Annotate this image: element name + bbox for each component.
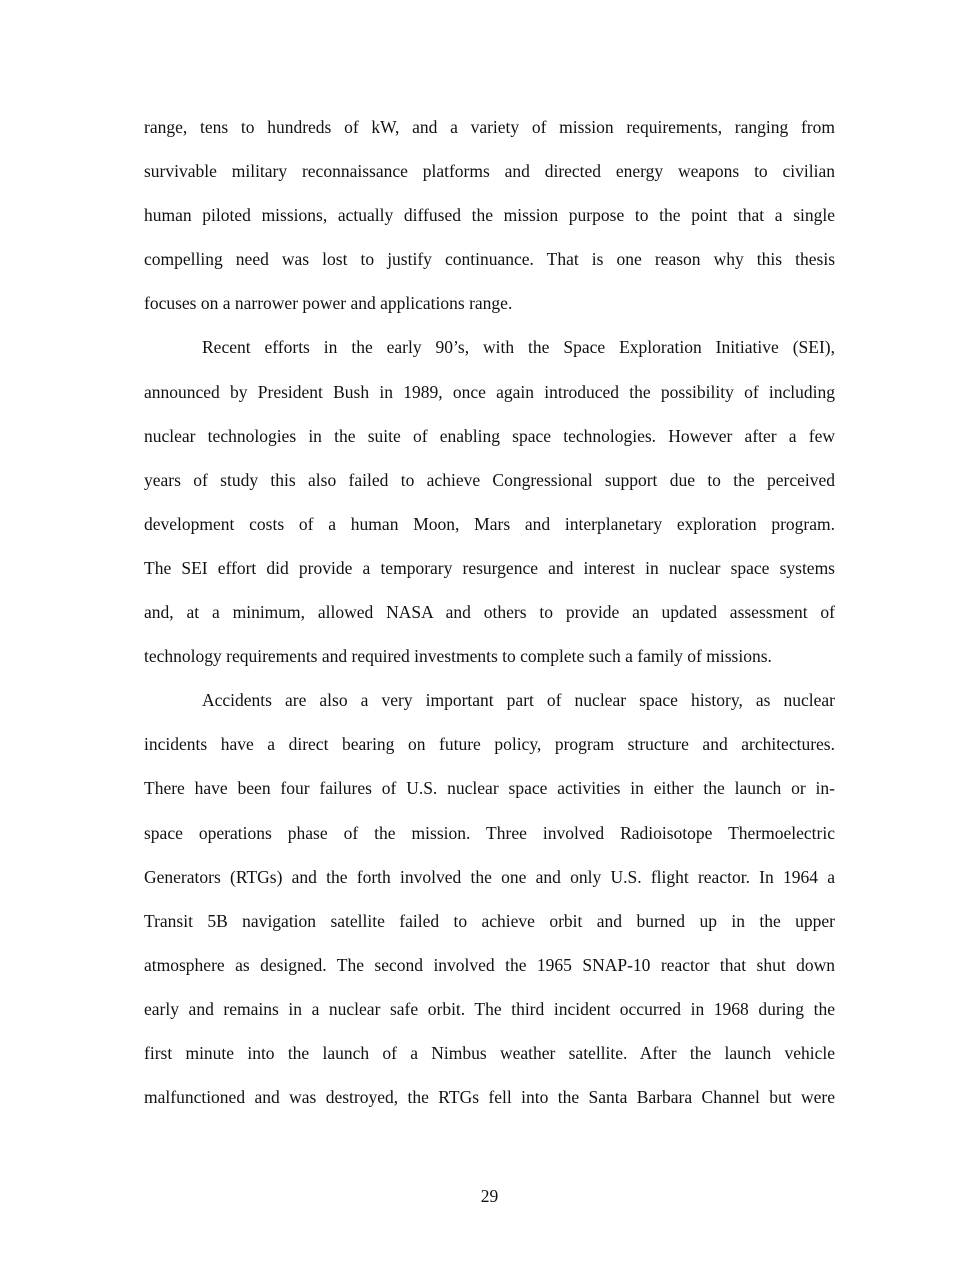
text-line: space operations phase of the mission. Three involved Radioisotope Thermoelectric: [144, 822, 835, 843]
text-line: focuses on a narrower power and applications range.: [144, 293, 513, 314]
text-line: malfunctioned and was destroyed, the RTGs fell into the Santa Barbara Channel but were: [144, 1087, 835, 1108]
text-line: human piloted missions, actually diffused the mission purpose to the point that a single: [144, 205, 835, 226]
text-line: technology requirements and required investments to complete such a family of missions.: [144, 646, 772, 667]
text-line: range, tens to hundreds of kW, and a variety of mission requirements, ranging from: [144, 117, 835, 137]
text-line: compelling need was lost to justify continuance. That is one reason why this thesis: [144, 249, 835, 270]
text-line: announced by President Bush in 1989, once again introduced the possibility of including: [144, 381, 835, 402]
text-line: Transit 5B navigation satellite failed to achieve orbit and burned up in the upper: [144, 910, 835, 931]
text-line: incidents have a direct bearing on future policy, program structure and architectures.: [144, 734, 835, 755]
text-line: Recent efforts in the early 90’s, with the Space Exploration Initiative (SEI),: [202, 337, 835, 358]
text-line: nuclear technologies in the suite of enabling space technologies. However after a few: [144, 425, 835, 446]
text-line: development costs of a human Moon, Mars and interplanetary exploration program.: [144, 513, 835, 534]
text-line: Accidents are also a very important part of nuclear space history, as nuclear: [202, 690, 835, 711]
text-line: The SEI effort did provide a temporary resurgence and interest in nuclear space systems: [144, 557, 835, 578]
text-line: years of study this also failed to achieve Congressional support due to the perceived: [144, 469, 835, 490]
text-line: There have been four failures of U.S. nuclear space activities in either the launch or in-: [144, 778, 835, 799]
text-line: and, at a minimum, allowed NASA and others to provide an updated assessment of: [144, 602, 835, 623]
text-line: Generators (RTGs) and the forth involved the one and only U.S. flight reactor. In 1964 a: [144, 866, 835, 887]
text-line: first minute into the launch of a Nimbus weather satellite. After the launch vehicle: [144, 1042, 835, 1063]
page-number: 29: [480, 1186, 499, 1206]
text-line: survivable military reconnaissance platforms and directed energy weapons to civilian: [144, 161, 835, 182]
text-line: early and remains in a nuclear safe orbit. The third incident occurred in 1968 during the: [144, 998, 835, 1019]
text-line: atmosphere as designed. The second involved the 1965 SNAP-10 reactor that shut down: [144, 954, 835, 975]
body-text: [144, 112, 835, 1126]
